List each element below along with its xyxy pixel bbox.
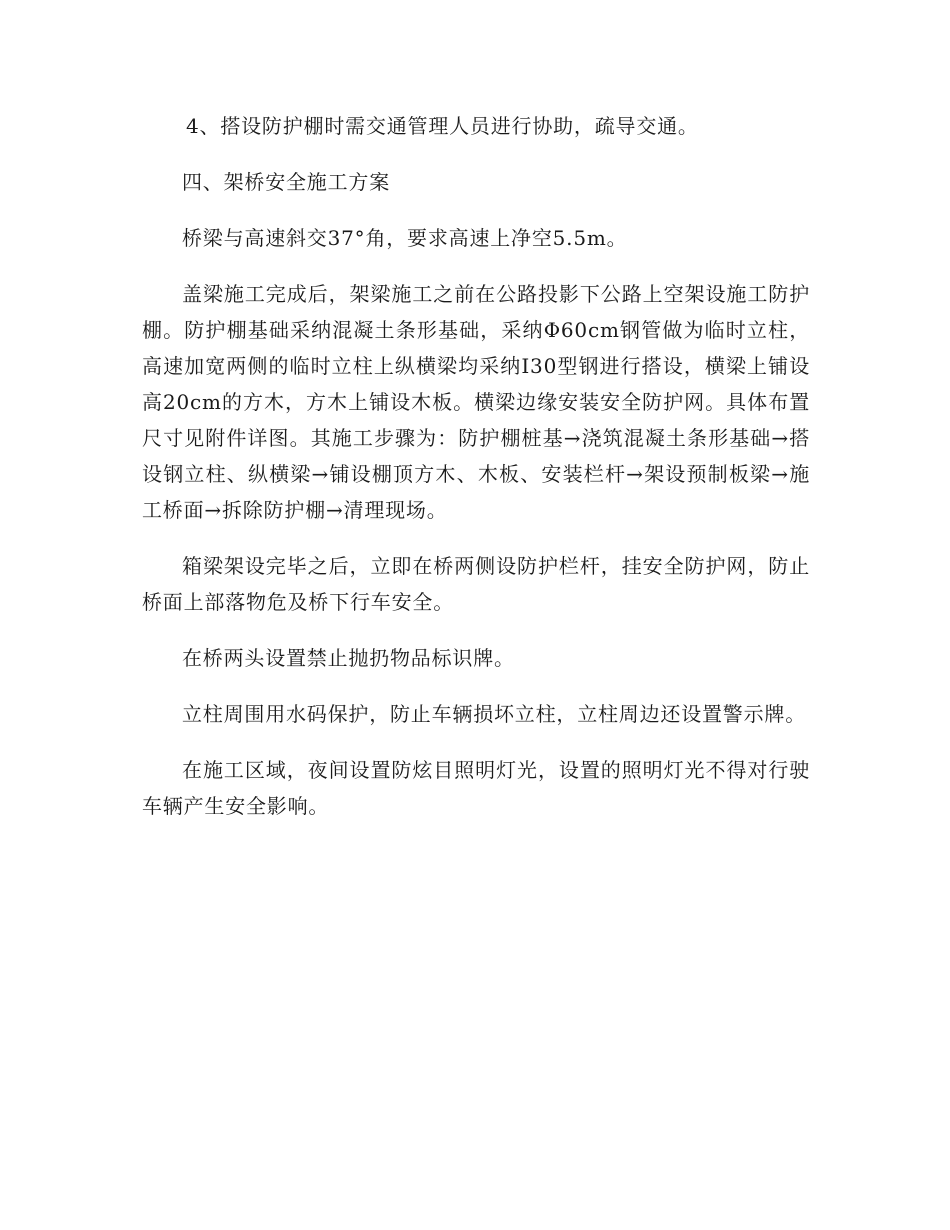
- section-heading-bridge-safety-plan: 四、架桥安全施工方案: [182, 170, 390, 194]
- paragraph-no-throwing-signs: 在桥两头设置禁止抛扔物品标识牌。: [182, 646, 515, 670]
- paragraph-guardrail-installation: 箱梁架设完毕之后，立即在桥两侧设防护栏杆，挂安全防护网，防止桥面上部落物危及桥下行车安全。: [142, 554, 810, 614]
- paragraph-traffic-coordination: 4、搭设防护棚时需交通管理人员进行协助，疏导交通。: [186, 114, 699, 138]
- paragraph-bridge-angle-clearance: 桥梁与高速斜交37°角，要求高速上净空5.5m。: [182, 226, 628, 250]
- paragraph-protective-shed-construction: 盖梁施工完成后，架梁施工之前在公路投影下公路上空架设施工防护棚。防护棚基础采纳混凝土条形基础，采纳Φ60cm钢管做为临时立柱，高速加宽两侧的临时立柱上纵横梁均采纳I30型钢进行搭设，横梁上铺设高20cm的方木，方木上铺设木板。横梁边缘安装安全防护网。具体布置尺寸见附件详图。其施工步骤为：防护棚桩基→浇筑混凝土条形基础→搭设钢立柱、纵横梁→铺设棚顶方木、木板、安装栏杆→架设预制板梁→施工桥面→拆除防护棚→清理现场。: [142, 282, 810, 522]
- paragraph-column-protection: 立柱周围用水码保护，防止车辆损坏立柱，立柱周边还设置警示牌。: [182, 702, 806, 726]
- document-body: [142, 108, 810, 844]
- paragraph-night-lighting: 在施工区域，夜间设置防炫目照明灯光，设置的照明灯光不得对行驶车辆产生安全影响。: [142, 758, 810, 818]
